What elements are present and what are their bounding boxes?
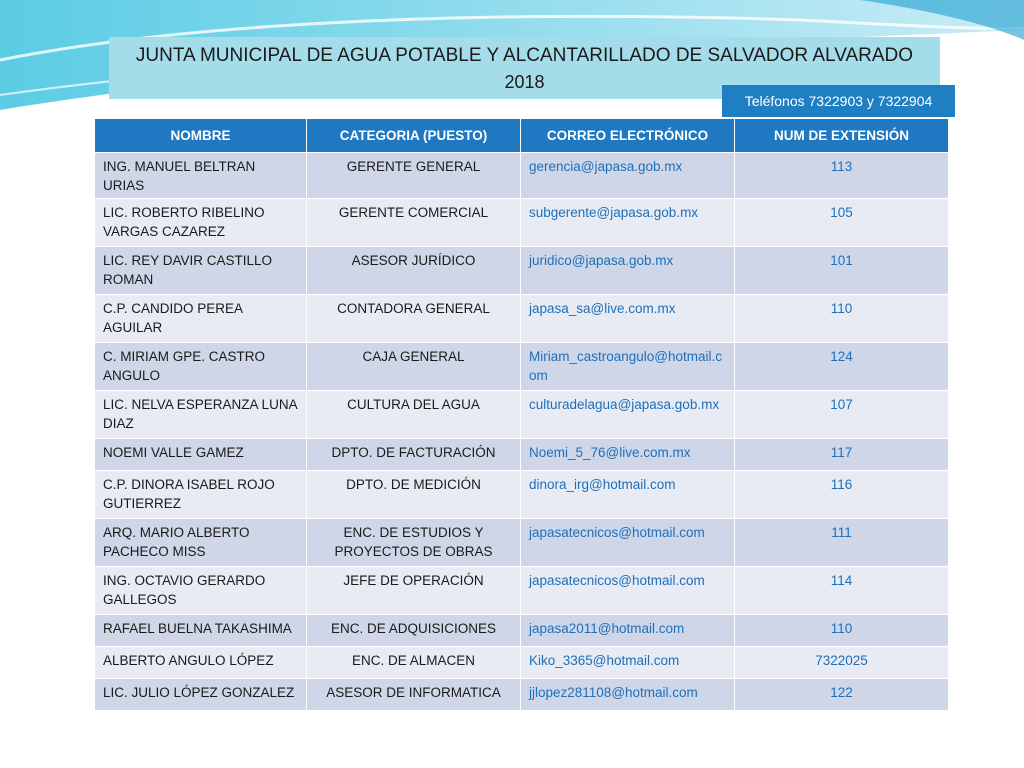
cell-category: ASESOR DE INFORMATICA	[307, 679, 521, 711]
cell-category: CULTURA DEL AGUA	[307, 391, 521, 439]
cell-extension: 117	[735, 439, 949, 471]
cell-category: GERENTE GENERAL	[307, 153, 521, 199]
table-row	[95, 247, 949, 295]
cell-name: C.P. CANDIDO PEREA AGUILAR	[95, 295, 307, 343]
cell-extension: 111	[735, 519, 949, 567]
cell-name: RAFAEL BUELNA TAKASHIMA	[95, 615, 307, 647]
column-header-category: CATEGORIA (PUESTO)	[307, 119, 521, 153]
table-row	[95, 153, 949, 199]
cell-extension: 105	[735, 199, 949, 247]
cell-email-link[interactable]: gerencia@japasa.gob.mx	[521, 153, 735, 199]
cell-email-link[interactable]: japasa_sa@live.com.mx	[521, 295, 735, 343]
cell-email-link[interactable]: japasa2011@hotmail.com	[521, 615, 735, 647]
table-row	[95, 615, 949, 647]
cell-extension: 110	[735, 615, 949, 647]
column-header-email: CORREO ELECTRÓNICO	[521, 119, 735, 153]
table-row	[95, 343, 949, 391]
cell-name: LIC. JULIO LÓPEZ GONZALEZ	[95, 679, 307, 711]
cell-email-link[interactable]: dinora_irg@hotmail.com	[521, 471, 735, 519]
cell-category: CONTADORA GENERAL	[307, 295, 521, 343]
column-header-name: NOMBRE	[95, 119, 307, 153]
cell-extension: 101	[735, 247, 949, 295]
cell-extension: 114	[735, 567, 949, 615]
cell-extension: 7322025	[735, 647, 949, 679]
cell-name: ING. MANUEL BELTRAN URIAS	[95, 153, 307, 199]
cell-extension: 122	[735, 679, 949, 711]
title-year: 2018	[504, 72, 545, 92]
cell-category: ASESOR JURÍDICO	[307, 247, 521, 295]
cell-category: CAJA GENERAL	[307, 343, 521, 391]
cell-extension: 110	[735, 295, 949, 343]
cell-extension: 113	[735, 153, 949, 199]
cell-name: ALBERTO ANGULO LÓPEZ	[95, 647, 307, 679]
cell-name: LIC. NELVA ESPERANZA LUNA DIAZ	[95, 391, 307, 439]
cell-category: GERENTE COMERCIAL	[307, 199, 521, 247]
title-line-1: JUNTA MUNICIPAL DE AGUA POTABLE Y ALCANTARILLADO DE SALVADOR ALVARADO	[135, 45, 914, 66]
cell-email-link[interactable]: japasatecnicos@hotmail.com	[521, 519, 735, 567]
table-row	[95, 295, 949, 343]
table-row	[95, 199, 949, 247]
table-row	[95, 567, 949, 615]
cell-category: ENC. DE ESTUDIOS Y PROYECTOS DE OBRAS	[307, 519, 521, 567]
cell-extension: 116	[735, 471, 949, 519]
cell-name: LIC. REY DAVIR CASTILLO ROMAN	[95, 247, 307, 295]
table-header-row	[95, 119, 949, 153]
table-row	[95, 647, 949, 679]
table-row	[95, 519, 949, 567]
cell-category: DPTO. DE FACTURACIÓN	[307, 439, 521, 471]
phone-numbers-badge: Teléfonos 7322903 y 7322904	[722, 85, 955, 117]
cell-name: ARQ. MARIO ALBERTO PACHECO MISS	[95, 519, 307, 567]
cell-extension: 107	[735, 391, 949, 439]
cell-name: LIC. ROBERTO RIBELINO VARGAS CAZAREZ	[95, 199, 307, 247]
table-row	[95, 439, 949, 471]
cell-name: ING. OCTAVIO GERARDO GALLEGOS	[95, 567, 307, 615]
cell-name: C.P. DINORA ISABEL ROJO GUTIERREZ	[95, 471, 307, 519]
directory-table	[94, 118, 949, 711]
cell-email-link[interactable]: Kiko_3365@hotmail.com	[521, 647, 735, 679]
cell-email-link[interactable]: culturadelagua@japasa.gob.mx	[521, 391, 735, 439]
cell-email-link[interactable]: japasatecnicos@hotmail.com	[521, 567, 735, 615]
cell-email-link[interactable]: subgerente@japasa.gob.mx	[521, 199, 735, 247]
cell-category: JEFE DE OPERACIÓN	[307, 567, 521, 615]
cell-email-link[interactable]: jjlopez281108@hotmail.com	[521, 679, 735, 711]
column-header-extension: NUM DE EXTENSIÓN	[735, 119, 949, 153]
cell-category: ENC. DE ADQUISICIONES	[307, 615, 521, 647]
table-row	[95, 679, 949, 711]
cell-email-link[interactable]: juridico@japasa.gob.mx	[521, 247, 735, 295]
table-row	[95, 471, 949, 519]
cell-category: ENC. DE ALMACEN	[307, 647, 521, 679]
cell-category: DPTO. DE MEDICIÓN	[307, 471, 521, 519]
cell-name: NOEMI VALLE GAMEZ	[95, 439, 307, 471]
cell-email-link[interactable]: Miriam_castroangulo@hotmail.com	[521, 343, 735, 391]
cell-name: C. MIRIAM GPE. CASTRO ANGULO	[95, 343, 307, 391]
cell-extension: 124	[735, 343, 949, 391]
table-row	[95, 391, 949, 439]
cell-email-link[interactable]: Noemi_5_76@live.com.mx	[521, 439, 735, 471]
